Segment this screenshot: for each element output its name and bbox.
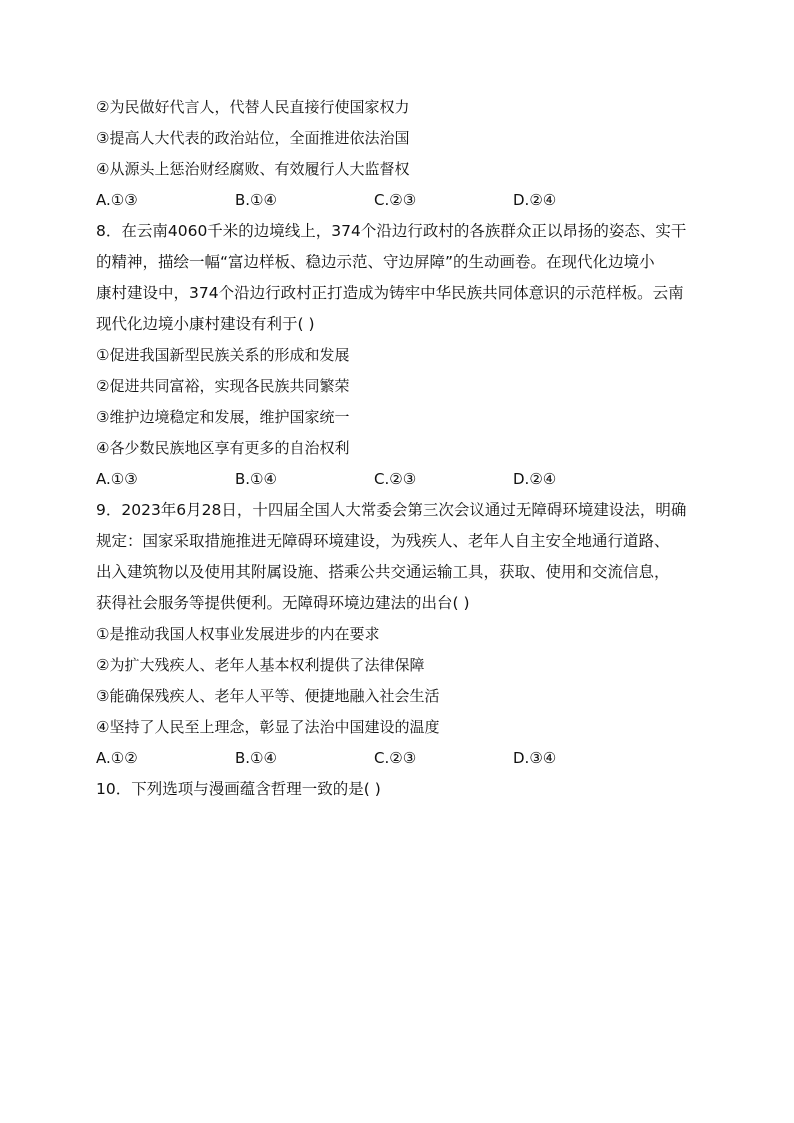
question-9: [96, 495, 706, 774]
q9-stem-line: 获得社会服务等提供便利。无障碍环境边建法的出台( ): [96, 594, 470, 612]
q7-option-c: C.②③: [374, 191, 417, 209]
question-10: [96, 774, 706, 805]
q8-stem-line: 康村建设中，374个沿边行政村正打造成为铸牢中华民族共同体意识的示范样板。云南: [96, 284, 684, 302]
q7-options: [96, 185, 706, 216]
q9-stem-line: 出入建筑物以及使用其附属设施、搭乘公共交通运输工具，获取、使用和交流信息，: [96, 563, 670, 581]
q8-stem-line: 的精神，描绘一幅“富边样板、稳边示范、守边屏障”的生动画卷。在现代化边境小: [96, 253, 655, 271]
q7-option-d: D.②④: [513, 191, 557, 209]
q9-statement-4: ④坚持了人民至上理念，彰显了法治中国建设的温度: [96, 718, 440, 736]
q7-option-b: B.①④: [235, 191, 277, 209]
q9-stem-line: 规定：国家采取措施推进无障碍环境建设，为残疾人、老年人自主安全地通行道路、: [96, 532, 670, 550]
q7-statement-2: ②为民做好代言人，代替人民直接行使国家权力: [96, 98, 410, 116]
q9-statement-3: ③能确保残疾人、老年人平等、便捷地融入社会生活: [96, 687, 440, 705]
q9-option-a: A.①②: [96, 749, 138, 767]
q8-option-b: B.①④: [235, 470, 277, 488]
q8-statement-3: ③维护边境稳定和发展，维护国家统一: [96, 408, 350, 426]
q8-option-c: C.②③: [374, 470, 417, 488]
q8-options: [96, 464, 706, 495]
q9-option-c: C.②③: [374, 749, 417, 767]
q9-option-b: B.①④: [235, 749, 277, 767]
q9-option-d: D.③④: [513, 749, 557, 767]
question-8: [96, 216, 706, 495]
question-content: [96, 92, 706, 805]
q9-statement-1: ①是推动我国人权事业发展进步的内在要求: [96, 625, 380, 643]
q7-option-a: A.①③: [96, 191, 138, 209]
q8-statement-4: ④各少数民族地区享有更多的自治权利: [96, 439, 350, 457]
q8-option-d: D.②④: [513, 470, 557, 488]
q8-stem-line: 现代化边境小康村建设有利于( ): [96, 315, 315, 333]
question-7-tail: [96, 92, 706, 216]
q8-stem-line: 8．在云南4060千米的边境线上，374个沿边行政村的各族群众正以昂扬的姿态、实干: [96, 222, 687, 240]
q8-statement-2: ②促进共同富裕，实现各民族共同繁荣: [96, 377, 350, 395]
q9-stem-line: 9．2023年6月28日，十四届全国人大常委会第三次会议通过无障碍环境建设法，明确: [96, 501, 687, 519]
q9-statement-2: ②为扩大残疾人、老年人基本权利提供了法律保障: [96, 656, 425, 674]
q7-statement-4: ④从源头上惩治财经腐败、有效履行人大监督权: [96, 160, 410, 178]
q9-options: [96, 743, 706, 774]
q8-option-a: A.①③: [96, 470, 138, 488]
q8-statement-1: ①促进我国新型民族关系的形成和发展: [96, 346, 350, 364]
q10-stem-line: 10．下列选项与漫画蕴含哲理一致的是( ): [96, 780, 381, 798]
q7-statement-3: ③提高人大代表的政治站位，全面推进依法治国: [96, 129, 410, 147]
